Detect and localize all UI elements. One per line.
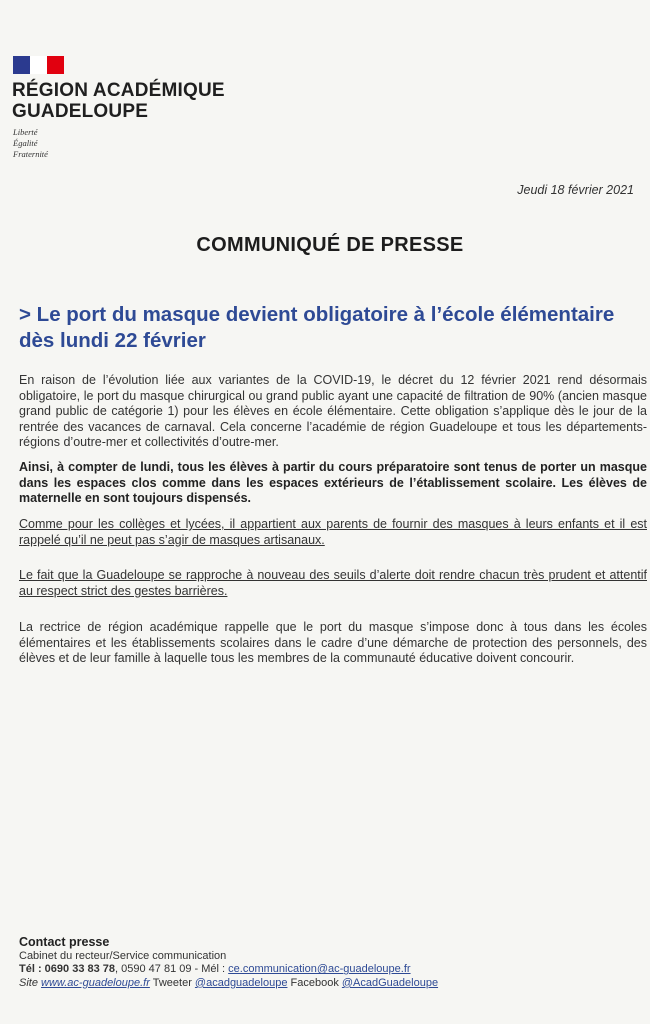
flag-blue-stripe: [13, 56, 30, 74]
press-contact-block: [19, 936, 639, 990]
paragraph-rectrice-reminder: La rectrice de région académique rappelle que le port du masque s’impose donc à tous dans les écoles élémentaires et les établissements scolaires dans le cadre d’une démarche de protection des personnels, des élèves et de leur famille à laquelle tous les membres de la communauté éducative doivent concourir.: [19, 620, 647, 666]
tweeter-label: Tweeter: [149, 976, 195, 989]
site-label: Site: [19, 976, 38, 989]
paragraph-context: En raison de l’évolution liée aux variantes de la COVID-19, le décret du 12 février 2021 rend désormais obligatoire, le port du masque chirurgical ou grand public ayant une capacité de filtration de 90% (ancien masque grand public de catégorie 1) pour les élèves en école élémentaire. Cette obligation s’applique dès le jour de la rentrée des vacances de carnaval. Cela concerne l’académie de région Guadeloupe et tous les départements-régions d’outre-mer et collectivités d’outre-mer.: [19, 373, 647, 450]
organization-name-line1: RÉGION ACADÉMIQUE: [12, 80, 225, 101]
twitter-link[interactable]: @acadguadeloupe: [194, 976, 288, 989]
tel-primary: 0690 33 83 78: [44, 963, 116, 976]
flag-red-stripe: [47, 56, 64, 74]
contact-service: Cabinet du recteur/Service communication: [19, 949, 227, 962]
paragraph-mask-rule: Ainsi, à compter de lundi, tous les élèves à partir du cours préparatoire sont tenus de porter un masque dans les espaces clos comme dans les espaces extérieurs de l’établissement scolaire. Les élèves de maternelle en sont toujours dispensés.: [19, 460, 647, 506]
motto-egalite: Égalité: [13, 138, 38, 148]
release-date: Jeudi 18 février 2021: [517, 183, 634, 197]
website-link[interactable]: www.ac-guadeloupe.fr: [41, 976, 150, 989]
email-link[interactable]: ce.communication@ac-guadeloupe.fr: [228, 963, 411, 976]
motto-liberte: Liberté: [13, 127, 38, 137]
french-flag-logo: [13, 56, 64, 74]
flag-white-stripe: [30, 56, 47, 74]
contact-phone-line: [19, 963, 639, 977]
paragraph-parents-masks: Comme pour les collèges et lycées, il appartient aux parents de fournir des masques à leurs enfants et il est rappelé qu’il ne peut pas s’agir de masques artisanaux.: [19, 517, 647, 547]
paragraph-alert-threshold: Le fait que la Guadeloupe se rapproche à nouveau des seuils d’alerte doit rendre chacun très prudent et attentif au respect strict des gestes barrières.: [19, 568, 647, 598]
organization-name-line2: GUADELOUPE: [12, 101, 149, 122]
facebook-label: Facebook: [287, 976, 342, 989]
document-title: COMMUNIQUÉ DE PRESSE: [196, 234, 464, 256]
motto-fraternite: Fraternité: [13, 149, 48, 159]
contact-web-line: [19, 977, 639, 991]
tel-secondary: , 0590 47 81 09 - Mél :: [115, 963, 229, 976]
contact-title: Contact presse: [19, 935, 110, 949]
facebook-link[interactable]: @AcadGuadeloupe: [341, 976, 439, 989]
tel-label: Tél :: [19, 963, 45, 976]
headline: > Le port du masque devient obligatoire à l’école élémentaire dès lundi 22 février: [19, 303, 615, 352]
